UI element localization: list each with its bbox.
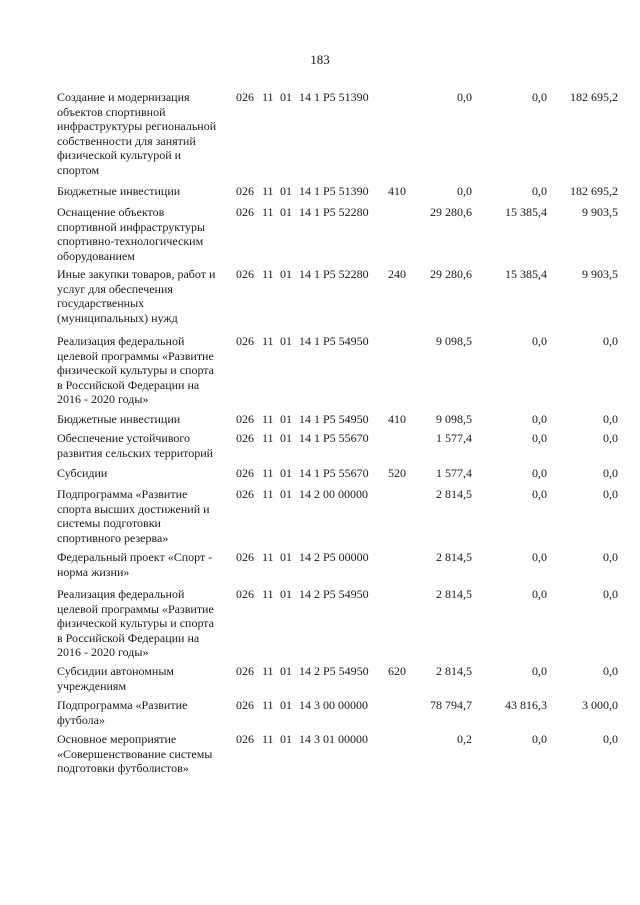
amount-2: 0,0 [532, 334, 547, 348]
amount-1: 29 280,6 [430, 205, 472, 219]
section-code: 11 [262, 90, 274, 104]
ministry-code: 026 [236, 466, 254, 480]
section-code: 11 [262, 698, 274, 712]
amount-2: 0,0 [532, 466, 547, 480]
target-code: 14 1 P5 54950 [299, 334, 369, 348]
row-name: Федеральный проект «Спорт - норма жизни» [57, 550, 213, 579]
amount-3: 182 695,2 [570, 184, 618, 198]
amount-3: 0,0 [603, 550, 618, 564]
target-code: 14 3 00 00000 [299, 698, 368, 712]
amount-1: 9 098,5 [436, 412, 472, 426]
amount-1: 2 814,5 [436, 550, 472, 564]
amount-3: 9 903,5 [582, 205, 618, 219]
amount-3: 0,0 [603, 466, 618, 480]
amount-1: 1 577,4 [436, 466, 472, 480]
amount-3: 0,0 [603, 334, 618, 348]
amount-1: 0,2 [457, 732, 472, 746]
ministry-code: 026 [236, 267, 254, 281]
target-code: 14 1 P5 55670 [299, 466, 369, 480]
ministry-code: 026 [236, 184, 254, 198]
expense-type-code: 240 [388, 267, 406, 281]
section-code: 11 [262, 334, 274, 348]
amount-2: 0,0 [532, 587, 547, 601]
target-code: 14 1 P5 52280 [299, 205, 369, 219]
target-code: 14 1 P5 54950 [299, 412, 369, 426]
row-name: Обеспечение устойчивого развития сельских территорий [57, 431, 214, 460]
ministry-code: 026 [236, 587, 254, 601]
ministry-code: 026 [236, 90, 254, 104]
section-code: 11 [262, 587, 274, 601]
amount-1: 2 814,5 [436, 664, 472, 678]
target-code: 14 1 P5 51390 [299, 184, 369, 198]
expense-type-code: 410 [388, 184, 406, 198]
amount-2: 0,0 [532, 184, 547, 198]
subsection-code: 01 [280, 267, 292, 281]
row-name: Подпрограмма «Развитие спорта высших достижений и системы подготовки спортивного резерва» [57, 487, 210, 545]
row-name: Субсидии [57, 466, 108, 480]
expense-type-code: 620 [388, 664, 406, 678]
target-code: 14 2 P5 00000 [299, 550, 369, 564]
row-name: Реализация федеральной целевой программы «Развитие физической культуры и спорта в Российской Федерации на 2016 - 2020 годы» [57, 587, 215, 659]
amount-2: 0,0 [532, 90, 547, 104]
subsection-code: 01 [280, 664, 292, 678]
amount-2: 15 385,4 [505, 205, 547, 219]
row-name: Иные закупки товаров, работ и услуг для обеспечения государственных (муниципальных) нужд [57, 267, 216, 325]
subsection-code: 01 [280, 466, 292, 480]
amount-2: 0,0 [532, 487, 547, 501]
row-name: Создание и модернизация объектов спортивной инфраструктуры региональной собственности для занятий физической культурой и спортом [57, 90, 217, 177]
amount-3: 9 903,5 [582, 267, 618, 281]
amount-1: 2 814,5 [436, 487, 472, 501]
ministry-code: 026 [236, 550, 254, 564]
amount-2: 43 816,3 [505, 698, 547, 712]
amount-1: 78 794,7 [430, 698, 472, 712]
expense-type-code: 410 [388, 412, 406, 426]
amount-2: 15 385,4 [505, 267, 547, 281]
amount-2: 0,0 [532, 431, 547, 445]
section-code: 11 [262, 205, 274, 219]
row-name: Субсидии автономным учреждениям [57, 664, 174, 693]
amount-3: 0,0 [603, 431, 618, 445]
expense-type-code: 520 [388, 466, 406, 480]
ministry-code: 026 [236, 732, 254, 746]
section-code: 11 [262, 732, 274, 746]
ministry-code: 026 [236, 431, 254, 445]
subsection-code: 01 [280, 550, 292, 564]
amount-1: 2 814,5 [436, 587, 472, 601]
target-code: 14 3 01 00000 [299, 732, 368, 746]
ministry-code: 026 [236, 698, 254, 712]
amount-2: 0,0 [532, 550, 547, 564]
subsection-code: 01 [280, 205, 292, 219]
page-number: 183 [310, 52, 330, 67]
target-code: 14 1 P5 52280 [299, 267, 369, 281]
section-code: 11 [262, 412, 274, 426]
section-code: 11 [262, 487, 274, 501]
row-name: Подпрограмма «Развитие футбола» [57, 698, 188, 727]
ministry-code: 026 [236, 487, 254, 501]
ministry-code: 026 [236, 334, 254, 348]
subsection-code: 01 [280, 412, 292, 426]
subsection-code: 01 [280, 487, 292, 501]
amount-1: 0,0 [457, 184, 472, 198]
target-code: 14 2 P5 54950 [299, 664, 369, 678]
section-code: 11 [262, 466, 274, 480]
target-code: 14 1 P5 51390 [299, 90, 369, 104]
amount-3: 0,0 [603, 664, 618, 678]
ministry-code: 026 [236, 412, 254, 426]
section-code: 11 [262, 664, 274, 678]
row-name: Основное мероприятие «Совершенствование системы подготовки футболистов» [57, 732, 213, 775]
row-name: Бюджетные инвестиции [57, 412, 181, 426]
amount-1: 29 280,6 [430, 267, 472, 281]
amount-1: 0,0 [457, 90, 472, 104]
target-code: 14 2 00 00000 [299, 487, 368, 501]
subsection-code: 01 [280, 698, 292, 712]
amount-3: 0,0 [603, 587, 618, 601]
section-code: 11 [262, 184, 274, 198]
ministry-code: 026 [236, 205, 254, 219]
amount-2: 0,0 [532, 664, 547, 678]
amount-3: 182 695,2 [570, 90, 618, 104]
row-name: Оснащение объектов спортивной инфраструктуры спортивно-технологическим оборудованием [57, 205, 206, 263]
subsection-code: 01 [280, 732, 292, 746]
section-code: 11 [262, 550, 274, 564]
subsection-code: 01 [280, 184, 292, 198]
subsection-code: 01 [280, 587, 292, 601]
amount-3: 3 000,0 [582, 698, 618, 712]
ministry-code: 026 [236, 664, 254, 678]
section-code: 11 [262, 267, 274, 281]
amount-3: 0,0 [603, 732, 618, 746]
amount-3: 0,0 [603, 412, 618, 426]
amount-2: 0,0 [532, 412, 547, 426]
row-name: Реализация федеральной целевой программы «Развитие физической культуры и спорта в Российской Федерации на 2016 - 2020 годы» [57, 334, 215, 406]
section-code: 11 [262, 431, 274, 445]
amount-3: 0,0 [603, 487, 618, 501]
amount-1: 9 098,5 [436, 334, 472, 348]
target-code: 14 1 P5 55670 [299, 431, 369, 445]
subsection-code: 01 [280, 90, 292, 104]
amount-2: 0,0 [532, 732, 547, 746]
subsection-code: 01 [280, 334, 292, 348]
row-name: Бюджетные инвестиции [57, 184, 181, 198]
subsection-code: 01 [280, 431, 292, 445]
amount-1: 1 577,4 [436, 431, 472, 445]
target-code: 14 2 P5 54950 [299, 587, 369, 601]
